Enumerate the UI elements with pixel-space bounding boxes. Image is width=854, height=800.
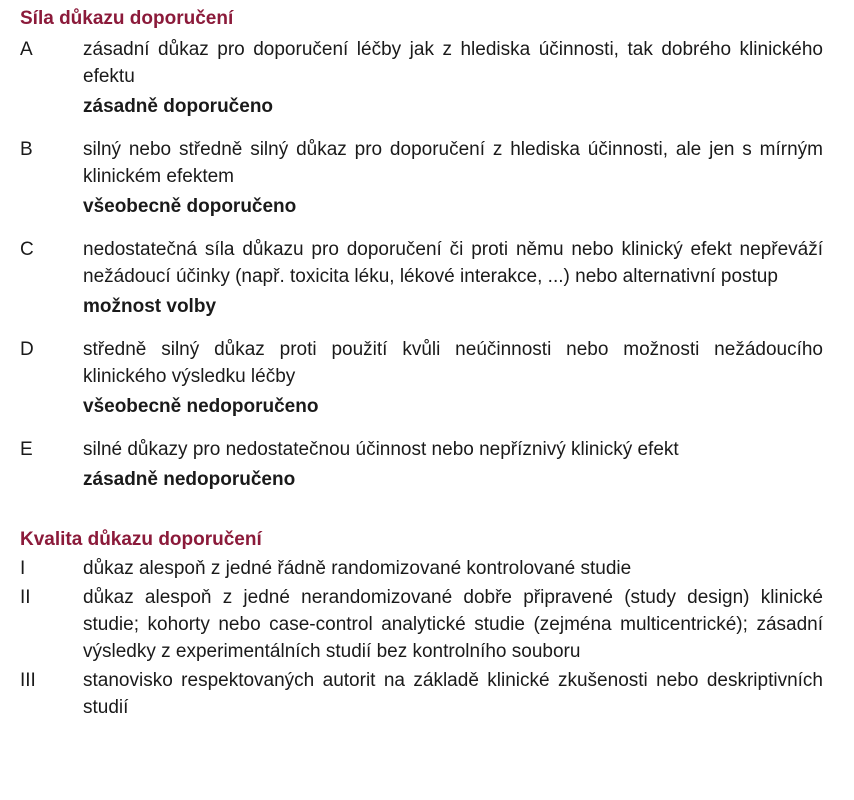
grade-row-e (20, 436, 840, 493)
grade-row-b (20, 136, 840, 220)
strength-heading: Síla důkazu doporučení (20, 8, 234, 29)
quality-row-iii (20, 667, 840, 721)
quality-heading: Kvalita důkazu doporučení (20, 529, 262, 550)
grade-row-a (20, 36, 840, 120)
grade-description: zásadní důkaz pro doporučení léčby jak z hlediska účinnosti, tak dobrého klinického efektu (83, 39, 823, 87)
grade-letter: D (20, 339, 34, 360)
quality-level: I (20, 558, 26, 579)
grade-letter: E (20, 439, 33, 460)
quality-row-ii (20, 584, 840, 665)
quality-level: II (20, 587, 31, 608)
grade-body (83, 36, 823, 120)
grade-verdict: možnost volby (83, 296, 217, 317)
grade-body (83, 436, 823, 493)
grade-body (83, 136, 823, 220)
grade-description: silné důkazy pro nedostatečnou účinnost nebo nepříznivý klinický efekt (83, 439, 679, 460)
grade-body (83, 336, 823, 420)
quality-row-i (20, 555, 840, 582)
quality-level: III (20, 670, 36, 691)
grade-description: nedostatečná síla důkazu pro doporučení či proti němu nebo klinický efekt nepřeváží nežádoucí účinky (např. toxicita léku, lékové interakce, ...) nebo alternativní postup (83, 239, 823, 287)
grade-verdict: všeobecně nedoporučeno (83, 396, 319, 417)
grade-description: silný nebo středně silný důkaz pro doporučení z hlediska účinnosti, ale jen s mírným klinickém efektem (83, 139, 823, 187)
grade-letter: C (20, 239, 34, 260)
grade-row-c (20, 236, 840, 320)
grade-verdict: zásadně doporučeno (83, 96, 274, 117)
grade-description: středně silný důkaz proti použití kvůli neúčinnosti nebo možnosti nežádoucího klinického výsledku léčby (83, 339, 823, 387)
quality-description: důkaz alespoň z jedné nerandomizované dobře připravené (study design) klinické studie; kohorty nebo case-control analytické studie (zejména multicentrické); zásadní výsledky z experimentálních studií bez kontrolního souboru (83, 587, 823, 662)
grade-letter: A (20, 39, 33, 60)
grade-body (83, 236, 823, 320)
quality-description: důkaz alespoň z jedné řádně randomizované kontrolované studie (83, 558, 632, 579)
grade-verdict: zásadně nedoporučeno (83, 469, 296, 490)
grade-letter: B (20, 139, 33, 160)
quality-description: stanovisko respektovaných autorit na základě klinické zkušenosti nebo deskriptivních studií (83, 670, 823, 718)
grade-row-d (20, 336, 840, 420)
grade-verdict: všeobecně doporučeno (83, 196, 297, 217)
